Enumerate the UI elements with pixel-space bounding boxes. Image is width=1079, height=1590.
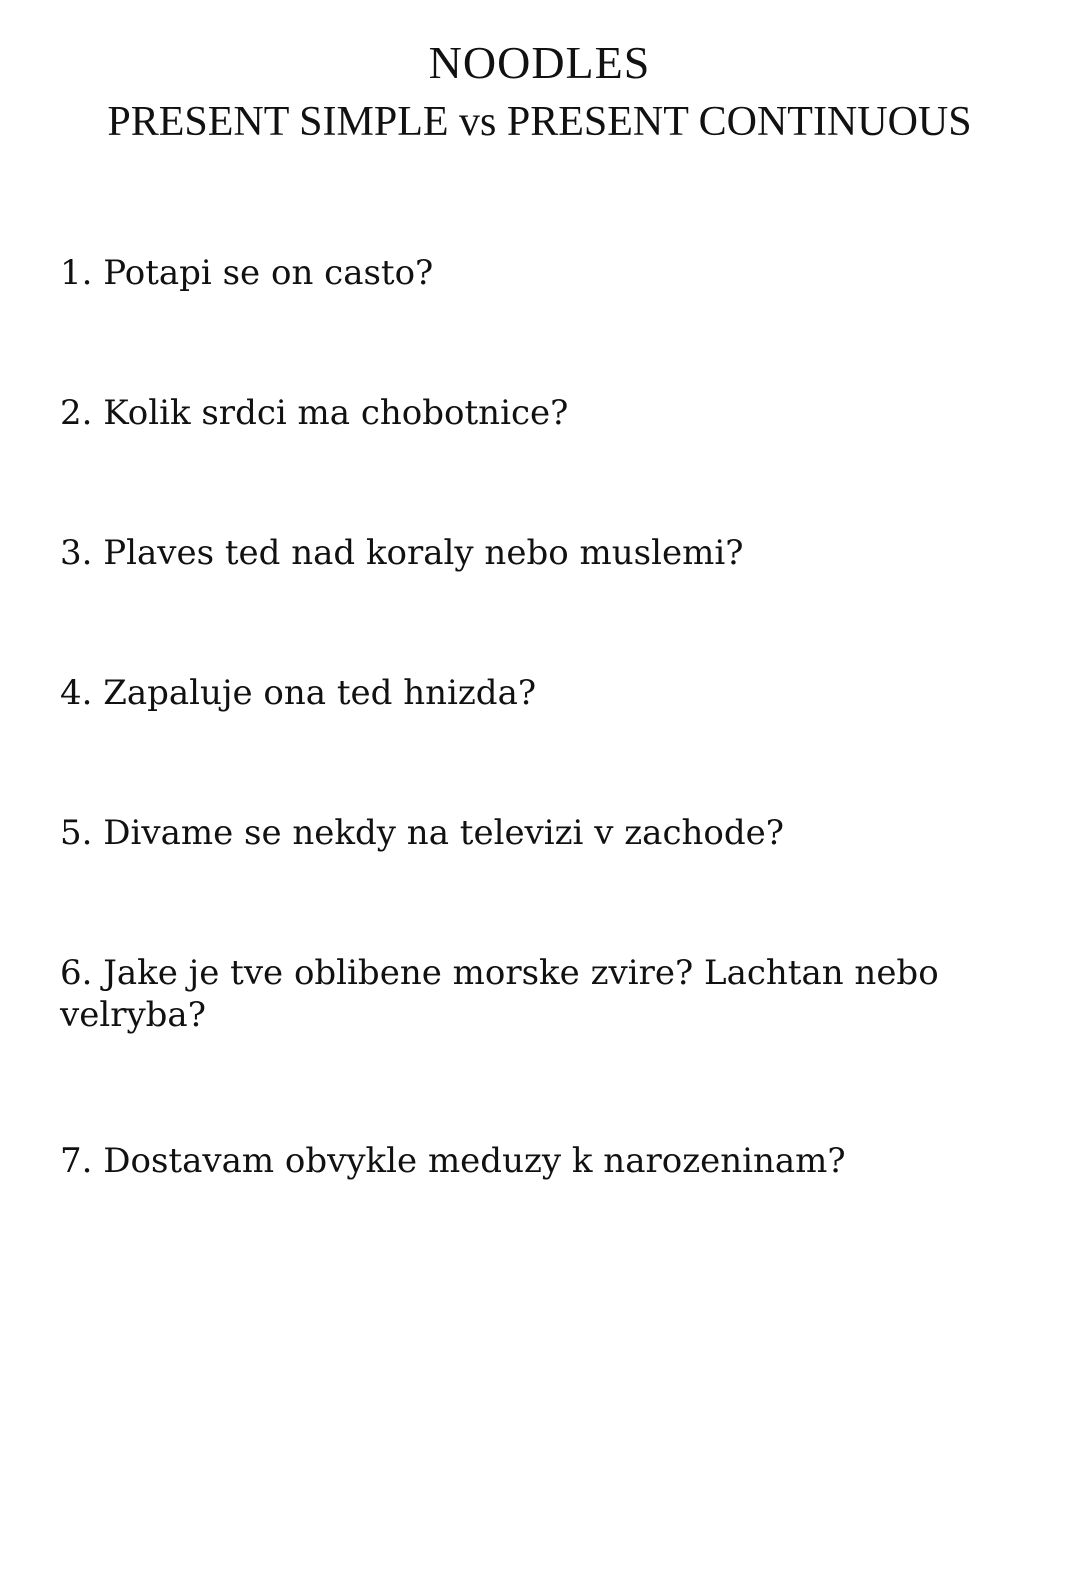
question-5: 5. Divame se nekdy na televizi v zachode?	[60, 813, 784, 853]
question-7: 7. Dostavam obvykle meduzy k narozeninam?	[60, 1141, 846, 1181]
page-subtitle: PRESENT SIMPLE vs PRESENT CONTINUOUS	[107, 99, 972, 145]
question-3: 3. Plaves ted nad koraly nebo muslemi?	[60, 533, 744, 573]
page-title: NOODLES	[428, 37, 651, 88]
question-6: 6. Jake je tve oblibene morske zvire? Lachtan nebo velryba?	[60, 953, 939, 1035]
question-1: 1. Potapi se on casto?	[60, 253, 434, 293]
question-4: 4. Zapaluje ona ted hnizda?	[60, 673, 537, 713]
question-2: 2. Kolik srdci ma chobotnice?	[60, 393, 569, 433]
